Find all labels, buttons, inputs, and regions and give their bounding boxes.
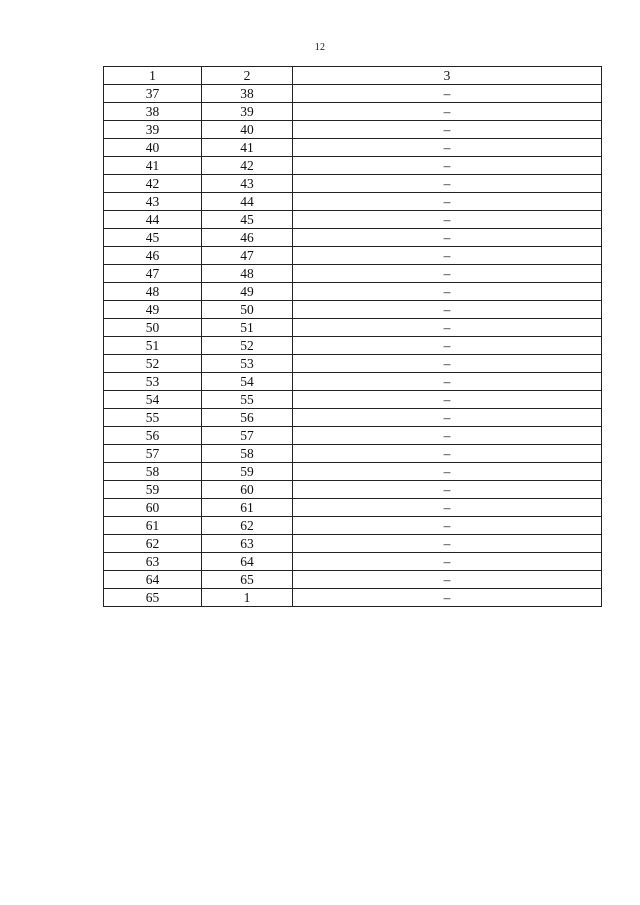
table-cell-col-1: 56 xyxy=(104,427,202,445)
table-cell-col-1: 43 xyxy=(104,193,202,211)
table-cell-col-3: – xyxy=(293,139,602,157)
table-cell-col-2: 44 xyxy=(202,193,293,211)
table-cell-col-2: 57 xyxy=(202,427,293,445)
page-number: 12 xyxy=(314,42,326,53)
table-row xyxy=(104,157,602,175)
table-cell-col-1: 54 xyxy=(104,391,202,409)
table-row xyxy=(104,229,602,247)
table-cell-col-2: 45 xyxy=(202,211,293,229)
table-row xyxy=(104,535,602,553)
table-cell-col-2: 38 xyxy=(202,85,293,103)
table-cell-col-1: 65 xyxy=(104,589,202,607)
table-cell-col-2: 59 xyxy=(202,463,293,481)
table-cell-col-2: 49 xyxy=(202,283,293,301)
table-row xyxy=(104,499,602,517)
table-row xyxy=(104,301,602,319)
table-cell-col-1: 63 xyxy=(104,553,202,571)
table-row xyxy=(104,283,602,301)
table-cell-col-1: 37 xyxy=(104,85,202,103)
table-cell-col-2: 62 xyxy=(202,517,293,535)
table-cell-col-3: – xyxy=(293,553,602,571)
table-cell-col-2: 46 xyxy=(202,229,293,247)
table-header xyxy=(104,67,602,85)
table-cell-col-2: 47 xyxy=(202,247,293,265)
table-row xyxy=(104,211,602,229)
table-row xyxy=(104,247,602,265)
column-header-2: 2 xyxy=(202,67,293,85)
table-cell-col-1: 45 xyxy=(104,229,202,247)
table-row xyxy=(104,85,602,103)
table-cell-col-1: 41 xyxy=(104,157,202,175)
table-cell-col-1: 42 xyxy=(104,175,202,193)
table-row xyxy=(104,193,602,211)
table-cell-col-2: 1 xyxy=(202,589,293,607)
table-cell-col-3: – xyxy=(293,409,602,427)
table-cell-col-2: 39 xyxy=(202,103,293,121)
table-cell-col-2: 41 xyxy=(202,139,293,157)
table-cell-col-2: 52 xyxy=(202,337,293,355)
table-row xyxy=(104,427,602,445)
table-cell-col-3: – xyxy=(293,517,602,535)
table-row xyxy=(104,373,602,391)
table-cell-col-1: 46 xyxy=(104,247,202,265)
table-cell-col-3: – xyxy=(293,355,602,373)
table-cell-col-3: – xyxy=(293,85,602,103)
data-table xyxy=(103,66,602,607)
table-cell-col-2: 54 xyxy=(202,373,293,391)
table-row xyxy=(104,481,602,499)
table-cell-col-3: – xyxy=(293,481,602,499)
table-row xyxy=(104,337,602,355)
table-cell-col-2: 55 xyxy=(202,391,293,409)
table-cell-col-3: – xyxy=(293,373,602,391)
table-cell-col-3: – xyxy=(293,121,602,139)
table-row xyxy=(104,319,602,337)
table-cell-col-3: – xyxy=(293,193,602,211)
table-cell-col-1: 48 xyxy=(104,283,202,301)
table-cell-col-3: – xyxy=(293,229,602,247)
table-cell-col-1: 59 xyxy=(104,481,202,499)
table-row xyxy=(104,409,602,427)
table-cell-col-3: – xyxy=(293,265,602,283)
table-cell-col-3: – xyxy=(293,535,602,553)
table-cell-col-2: 53 xyxy=(202,355,293,373)
table-row xyxy=(104,265,602,283)
table-cell-col-2: 61 xyxy=(202,499,293,517)
table-cell-col-2: 63 xyxy=(202,535,293,553)
table-cell-col-3: – xyxy=(293,103,602,121)
header-row xyxy=(104,67,602,85)
table-cell-col-3: – xyxy=(293,175,602,193)
table-cell-col-1: 39 xyxy=(104,121,202,139)
table-cell-col-1: 61 xyxy=(104,517,202,535)
table-row xyxy=(104,571,602,589)
table-cell-col-2: 50 xyxy=(202,301,293,319)
table-cell-col-3: – xyxy=(293,571,602,589)
table-cell-col-1: 58 xyxy=(104,463,202,481)
table-cell-col-1: 64 xyxy=(104,571,202,589)
table-row xyxy=(104,463,602,481)
table-cell-col-1: 50 xyxy=(104,319,202,337)
table-cell-col-3: – xyxy=(293,499,602,517)
table-cell-col-1: 52 xyxy=(104,355,202,373)
table-cell-col-2: 65 xyxy=(202,571,293,589)
table-cell-col-3: – xyxy=(293,445,602,463)
table-cell-col-1: 47 xyxy=(104,265,202,283)
table-row xyxy=(104,103,602,121)
table-cell-col-3: – xyxy=(293,211,602,229)
table-cell-col-3: – xyxy=(293,157,602,175)
column-header-1: 1 xyxy=(104,67,202,85)
table-cell-col-3: – xyxy=(293,283,602,301)
table-cell-col-1: 49 xyxy=(104,301,202,319)
table-cell-col-1: 38 xyxy=(104,103,202,121)
table-cell-col-1: 60 xyxy=(104,499,202,517)
table-cell-col-1: 51 xyxy=(104,337,202,355)
table-cell-col-2: 40 xyxy=(202,121,293,139)
table-cell-col-1: 40 xyxy=(104,139,202,157)
table-cell-col-1: 57 xyxy=(104,445,202,463)
table-cell-col-2: 43 xyxy=(202,175,293,193)
table-row xyxy=(104,355,602,373)
table-cell-col-1: 55 xyxy=(104,409,202,427)
table-cell-col-2: 56 xyxy=(202,409,293,427)
table-row xyxy=(104,517,602,535)
table-cell-col-3: – xyxy=(293,337,602,355)
table-row xyxy=(104,139,602,157)
table-row xyxy=(104,553,602,571)
table-row xyxy=(104,391,602,409)
table-cell-col-2: 60 xyxy=(202,481,293,499)
table-cell-col-1: 53 xyxy=(104,373,202,391)
table-cell-col-3: – xyxy=(293,301,602,319)
table-cell-col-2: 58 xyxy=(202,445,293,463)
table-cell-col-1: 44 xyxy=(104,211,202,229)
table-cell-col-1: 62 xyxy=(104,535,202,553)
table-row xyxy=(104,445,602,463)
table-cell-col-3: – xyxy=(293,391,602,409)
table-cell-col-3: – xyxy=(293,589,602,607)
table-cell-col-3: – xyxy=(293,319,602,337)
table-cell-col-3: – xyxy=(293,247,602,265)
table-cell-col-2: 48 xyxy=(202,265,293,283)
table-row xyxy=(104,589,602,607)
table-body xyxy=(104,85,602,607)
column-header-3: 3 xyxy=(293,67,602,85)
table-cell-col-2: 51 xyxy=(202,319,293,337)
table-cell-col-3: – xyxy=(293,463,602,481)
table-cell-col-3: – xyxy=(293,427,602,445)
table-cell-col-2: 42 xyxy=(202,157,293,175)
table-row xyxy=(104,175,602,193)
table-cell-col-2: 64 xyxy=(202,553,293,571)
table-row xyxy=(104,121,602,139)
